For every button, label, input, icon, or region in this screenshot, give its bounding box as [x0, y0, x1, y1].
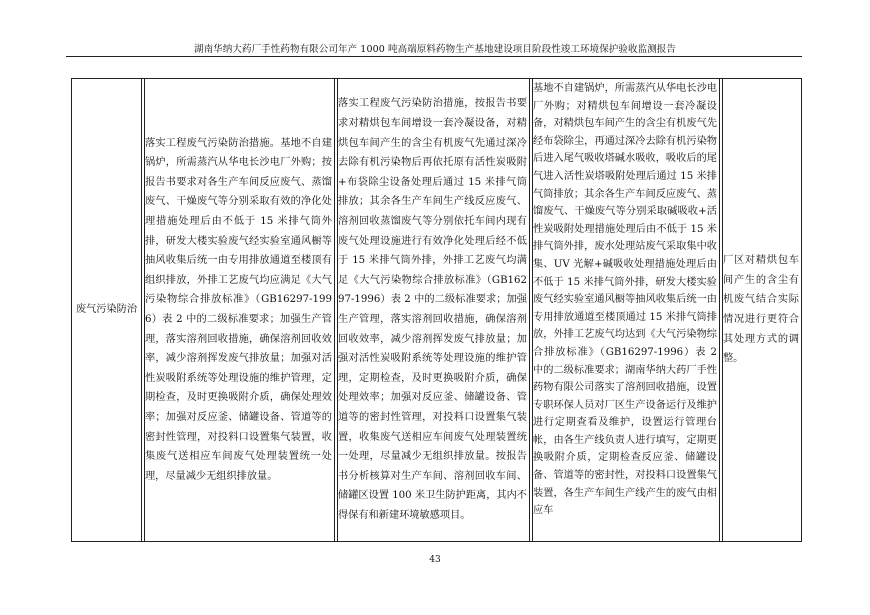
- measures-table: [71, 78, 802, 542]
- table-border-left: [71, 79, 72, 541]
- report-header-title: 湖南华纳大药厂手性药物有限公司年产 1000 吨高端原料药物生产基地建设项目阶段性竣工环境保护验收监测报告: [193, 44, 677, 55]
- row-label: 废气污染防治: [75, 304, 138, 315]
- header-rule: [66, 56, 802, 57]
- approval-requirement-text: 落实工程废气污染防治措施，按报告书要求对精烘包车间增设一套冷凝设备，对精烘包车间产生的含尘有机废气先通过深冷去除有机污染物后再依托原有活性炭吸附+布袋除尘设备处理后通过 15 米排气筒排放；其余各生产车间生产线反应废气、溶剂回收蒸馏废气等分别依托车间内现有废气处理设施进行有效净化处理后经不低于 15 米排气筒外排，外排工艺废气均满足《大气污染物综合排放标准》（GB16297-1996）表 2 中的二级标准要求；加强生产管理，落实溶剂回收措施，确保溶剂回收效率，减少溶剂挥发废气排放量；加强对活性炭吸附系统等处理设施的维护管理，定期检查，及时更换吸附介质，确保处理效率；加强对反应釜、储罐设备、管道等的密封性管理，对投料口设置集气装置，收集废气送相应车间废气处理装置统一处理，尽量减少无组织排放量。按报告书分析核算对生产车间、溶剂回收车间、储罐区设置 100 米卫生防护距离，其内不得保有和新建环境敏感项目。: [338, 98, 527, 521]
- eia-requirement-cell: [145, 79, 332, 541]
- page-number: 43: [429, 555, 441, 565]
- table-border-right: [801, 79, 802, 541]
- implementation-cell: [533, 79, 721, 541]
- eia-requirement-text: 落实工程废气污染防治措施。基地不自建锅炉，所需蒸汽从华电长沙电厂外购；按报告书要求对各生产车间反应废气、蒸馏废气、干燥废气等分别采取有效的净化处理措施处理后由不低于 15 米排气筒外排，研发大楼实验废气经实验室通风橱等抽风收集后统一由专用排放通道至楼顶有组织排放，外排工艺废气均应满足《大气污染物综合排放标准》（GB16297-1996）表 2 中的二级标准要求；加强生产管理，落实溶剂回收措施，确保溶剂回收效率，减少溶剂挥发废气排放量；加强对活性炭吸附系统等处理设施的维护管理，定期检查，及时更换吸附介质，确保处理效率；加强对反应釜、储罐设备、管道等的密封性管理，对投料口设置集气装置，收集废气送相应车间废气处理装置统一处理，尽量减少无组织排放量。: [145, 137, 332, 482]
- change-note-cell: [723, 79, 799, 541]
- row-label-cell: [73, 79, 140, 541]
- approval-requirement-cell: [338, 79, 527, 541]
- change-note-text: 厂区对精烘包车间产生的含尘有机废气结合实际情况进行更符合其处理方式的调整。: [723, 255, 799, 365]
- implementation-text: 基地不自建锅炉，所需蒸汽从华电长沙电厂外购；对精烘包车间增设一套冷凝设备，对精烘包车间产生的含尘有机废气先经布袋除尘，再通过深冷去除有机污染物后进入尾气吸收塔碱水吸收，吸收后的尾气进入活性炭塔吸附处理后通过 15 米排气筒排放；其余各生产车间反应废气、蒸馏废气、干燥废气等分别采取碱吸收+活性炭吸附处理措施处理后由不低于 15 米排气筒外排，废水处理站废气采取集中收集、UV 光解+碱吸收处理措施处理后由不低于 15 米排气筒外排，研发大楼实验废气经实验室通风橱等抽风收集后统一由专用排放通道至楼顶通过 15 米排气筒排放，外排工艺废气均达到《大气污染物综合排放标准》（GB16297-1996）表 2 中的二级标准要求；湖南华纳大药厂手性药物有限公司落实了溶剂回收措施，设置专职环保人员对厂区生产设备运行及维护进行定期查看及维护，设置运行管理台帐，由各生产线负责人进行填写，定期更换吸附介质，定期检查反应釜、储罐设备、管道等的密封性，对投料口设置集气装置，各生产车间生产线产生的废气由相应车: [533, 83, 721, 517]
